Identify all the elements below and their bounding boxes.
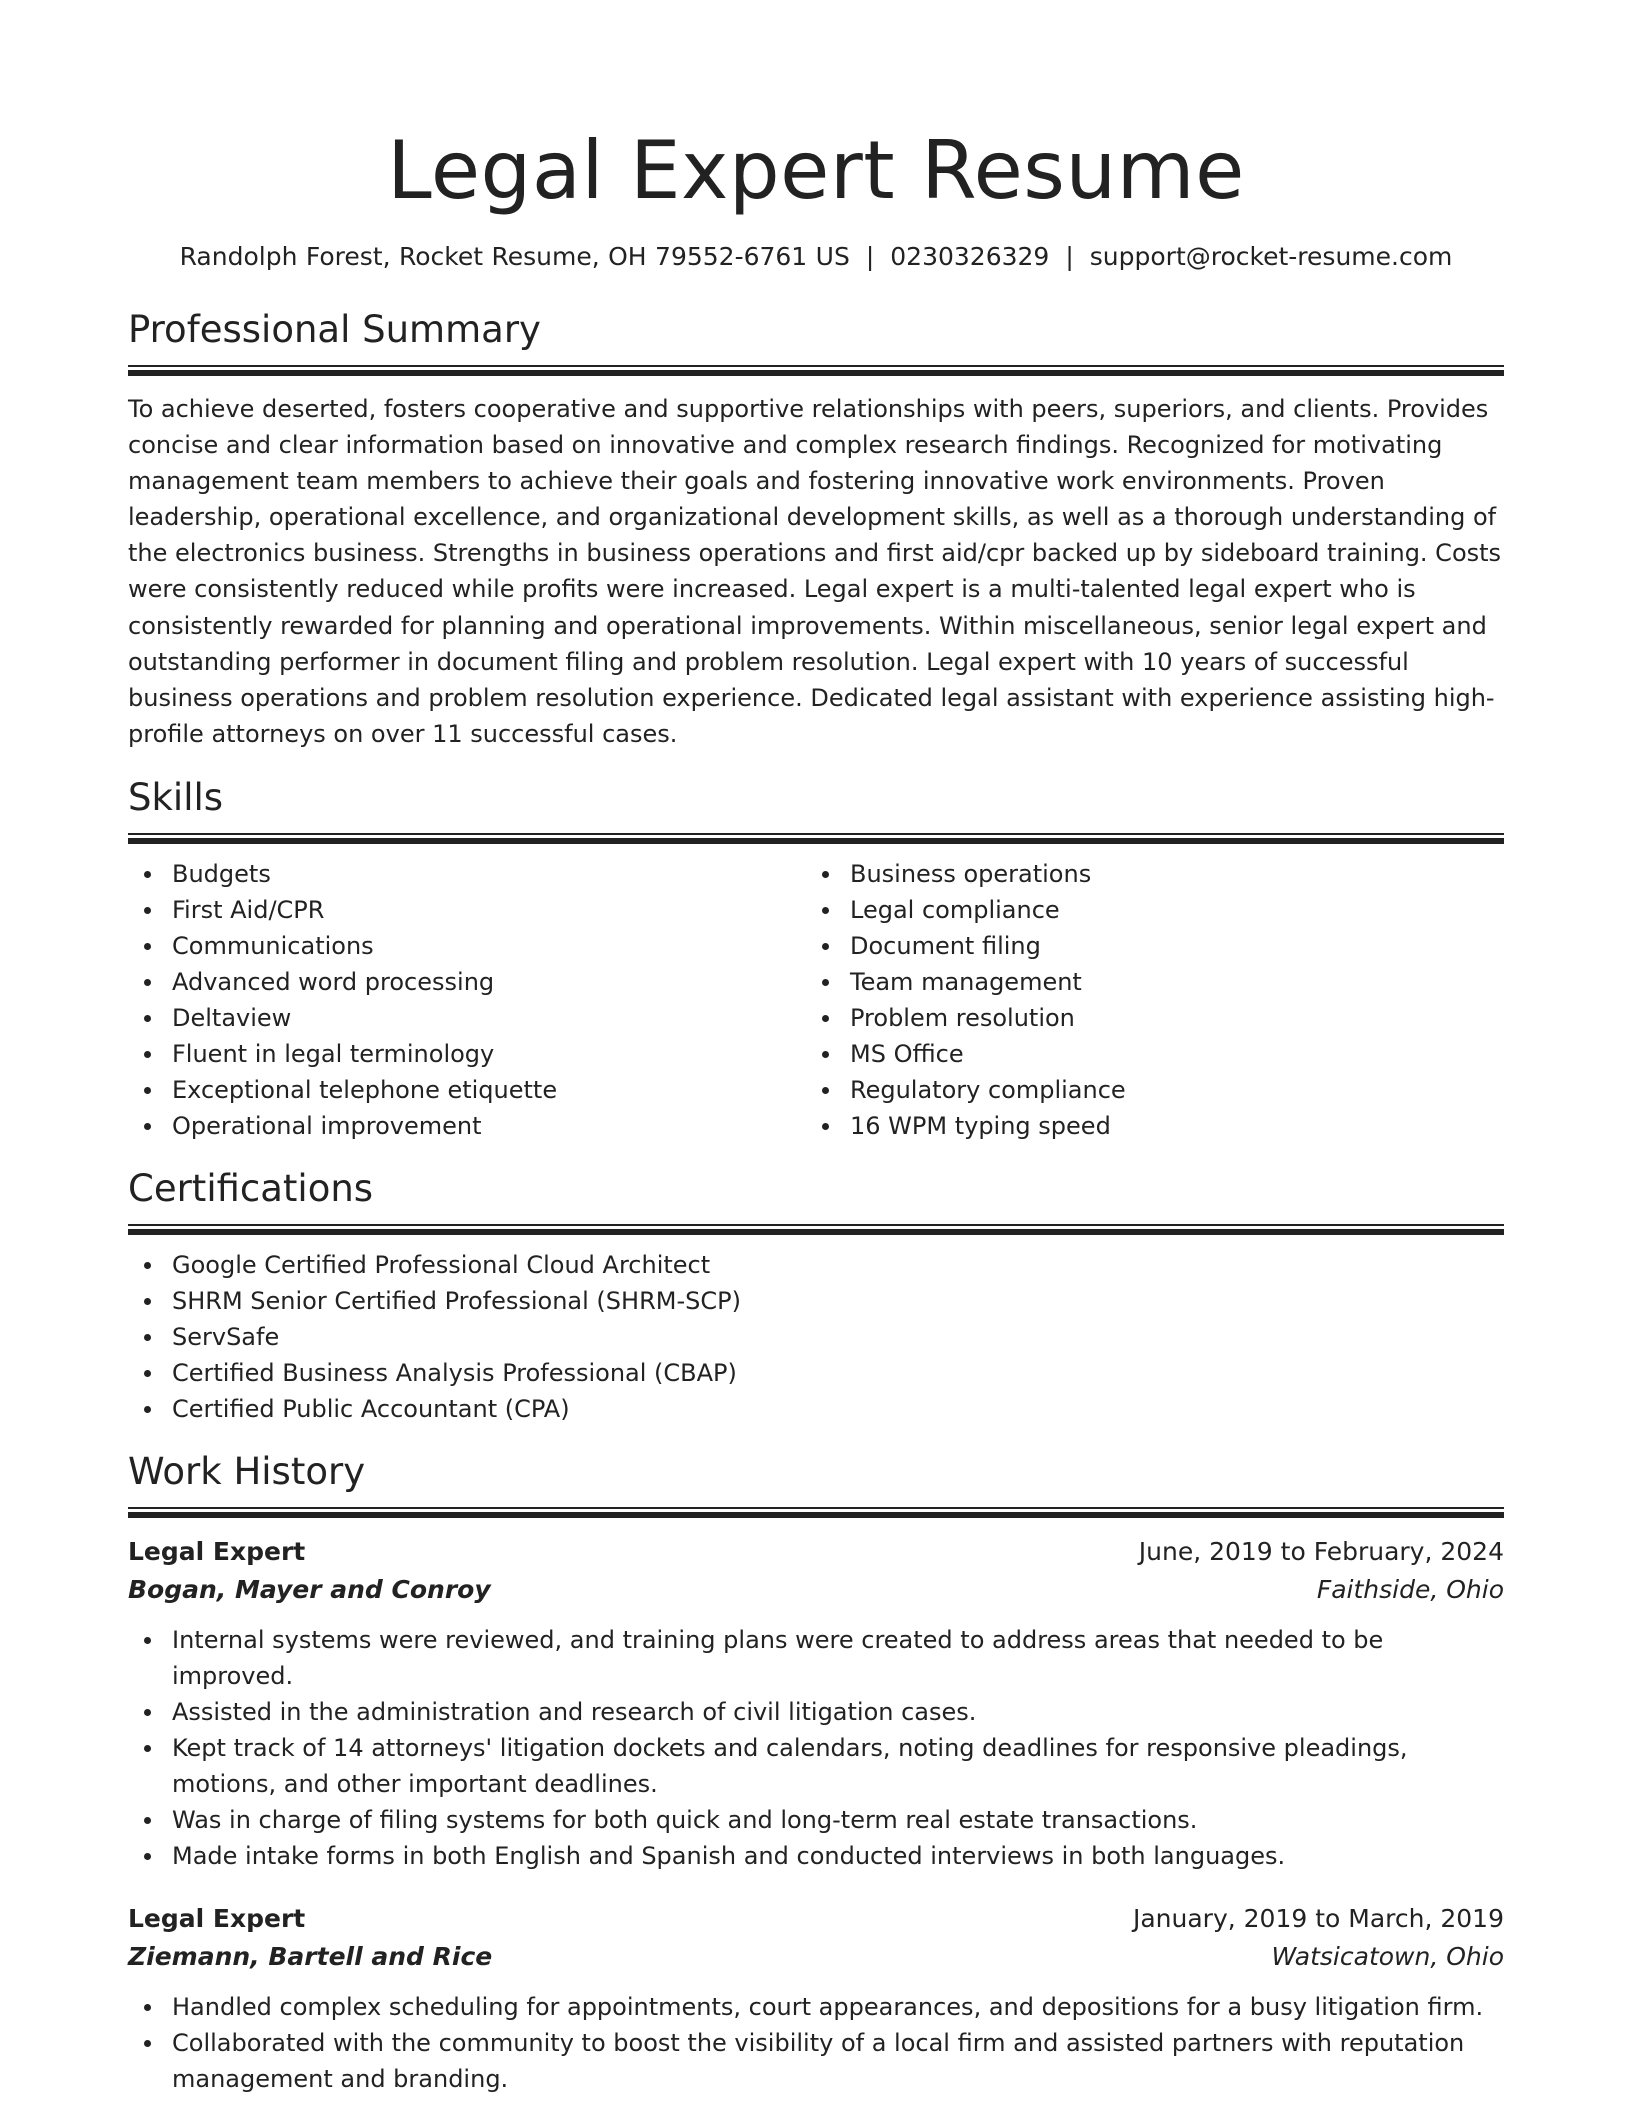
skill-item: Business operations bbox=[806, 856, 1484, 892]
job-company: Bogan, Mayer and Conroy bbox=[128, 1574, 491, 1604]
skill-item: Document filing bbox=[806, 928, 1484, 964]
skill-item: 16 WPM typing speed bbox=[806, 1108, 1484, 1144]
job-bullets bbox=[128, 1989, 1504, 2097]
certification-item: SHRM Senior Certified Professional (SHRM-SCP) bbox=[128, 1283, 1504, 1319]
job-header-row bbox=[128, 1900, 1504, 1938]
summary-heading: Professional Summary bbox=[128, 308, 541, 351]
skill-item: Deltaview bbox=[128, 1000, 806, 1036]
skill-item: MS Office bbox=[806, 1036, 1484, 1072]
job-bullets bbox=[128, 1622, 1504, 1874]
summary-text: To achieve deserted, fosters cooperative and supportive relationships with peers, superiors, and clients. Provides concise and clear information based on innovative and complex research findings. Recognized for motivating management team members to achieve their goals and fostering innovative work environments. Proven leadership, operational excellence, and organizational development skills, as well as a thorough understanding of the electronics business. Strengths in business operations and first aid/cpr backed up by sideboard training. Costs were consistently reduced while profits were increased. Legal expert is a multi-talented legal expert who is consistently rewarded for planning and operational improvements. Within miscellaneous, senior legal expert and outstanding performer in document filing and problem resolution. Legal expert with 10 years of successful business operations and problem resolution experience. Dedicated legal assistant with experience assisting high-profile attorneys on over 11 successful cases. bbox=[128, 395, 1502, 748]
section-divider bbox=[128, 1224, 1504, 1235]
job-bullet: Kept track of 14 attorneys' litigation dockets and calendars, noting deadlines for responsive pleadings, motions, and other important deadlines. bbox=[128, 1730, 1504, 1802]
certification-item: Google Certified Professional Cloud Architect bbox=[128, 1247, 1504, 1283]
job-dates: January, 2019 to March, 2019 bbox=[1132, 1903, 1504, 1933]
job-entry bbox=[128, 1533, 1504, 1874]
section-divider bbox=[128, 365, 1504, 376]
section-divider bbox=[128, 1507, 1504, 1518]
job-bullet: Was in charge of filing systems for both quick and long-term real estate transactions. bbox=[128, 1802, 1504, 1838]
job-bullet: Internal systems were reviewed, and training plans were created to address areas that needed to be improved. bbox=[128, 1622, 1504, 1694]
contact-email: support@rocket-resume.com bbox=[1089, 242, 1453, 271]
certifications-list bbox=[128, 1247, 1504, 1427]
contact-separator: | bbox=[865, 242, 875, 271]
skill-item: Problem resolution bbox=[806, 1000, 1484, 1036]
job-dates: June, 2019 to February, 2024 bbox=[1138, 1536, 1504, 1566]
contact-phone: 0230326329 bbox=[890, 242, 1050, 271]
skill-item: Fluent in legal terminology bbox=[128, 1036, 806, 1072]
job-bullet: Assisted in the administration and research of civil litigation cases. bbox=[128, 1694, 1504, 1730]
skill-item: Operational improvement bbox=[128, 1108, 806, 1144]
job-title: Legal Expert bbox=[128, 1903, 306, 1933]
contact-line bbox=[128, 240, 1504, 274]
job-location: Faithside, Ohio bbox=[1316, 1574, 1504, 1604]
certification-item: Certified Business Analysis Professional (CBAP) bbox=[128, 1355, 1504, 1391]
skills-list-right bbox=[806, 856, 1484, 1144]
section-divider bbox=[128, 833, 1504, 844]
skill-item: Advanced word processing bbox=[128, 964, 806, 1000]
certification-item: ServSafe bbox=[128, 1319, 1504, 1355]
certifications-section bbox=[128, 1166, 1504, 1427]
skills-heading: Skills bbox=[128, 775, 224, 819]
job-location: Watsicatown, Ohio bbox=[1271, 1941, 1504, 1971]
job-company-row bbox=[128, 1571, 1504, 1609]
certifications-heading: Certifications bbox=[128, 1166, 374, 1210]
skill-item: Exceptional telephone etiquette bbox=[128, 1072, 806, 1108]
skill-item: Team management bbox=[806, 964, 1484, 1000]
skill-item: Communications bbox=[128, 928, 806, 964]
skill-item: First Aid/CPR bbox=[128, 892, 806, 928]
job-title: Legal Expert bbox=[128, 1536, 306, 1566]
job-entry bbox=[128, 1900, 1504, 2097]
work-history-heading: Work History bbox=[128, 1449, 366, 1493]
job-company: Ziemann, Bartell and Rice bbox=[128, 1941, 493, 1971]
job-bullet: Made intake forms in both English and Spanish and conducted interviews in both languages. bbox=[128, 1838, 1504, 1874]
job-header-row bbox=[128, 1533, 1504, 1571]
skills-columns bbox=[128, 856, 1504, 1144]
job-company-row bbox=[128, 1938, 1504, 1976]
skills-list-left bbox=[128, 856, 806, 1144]
skills-section bbox=[128, 775, 1504, 1144]
contact-separator: | bbox=[1065, 242, 1074, 271]
resume-title: Legal Expert Resume bbox=[387, 124, 1245, 217]
summary-section bbox=[128, 307, 1504, 752]
skill-item: Legal compliance bbox=[806, 892, 1484, 928]
contact-address: Randolph Forest, Rocket Resume, OH 79552-6761 US bbox=[179, 242, 850, 271]
work-history-section bbox=[128, 1449, 1504, 2097]
certification-item: Certified Public Accountant (CPA) bbox=[128, 1391, 1504, 1427]
skill-item: Regulatory compliance bbox=[806, 1072, 1484, 1108]
job-bullet: Handled complex scheduling for appointments, court appearances, and depositions for a busy litigation firm. bbox=[128, 1989, 1504, 2025]
job-bullet: Collaborated with the community to boost the visibility of a local firm and assisted partners with reputation management and branding. bbox=[128, 2025, 1504, 2097]
skill-item: Budgets bbox=[128, 856, 806, 892]
